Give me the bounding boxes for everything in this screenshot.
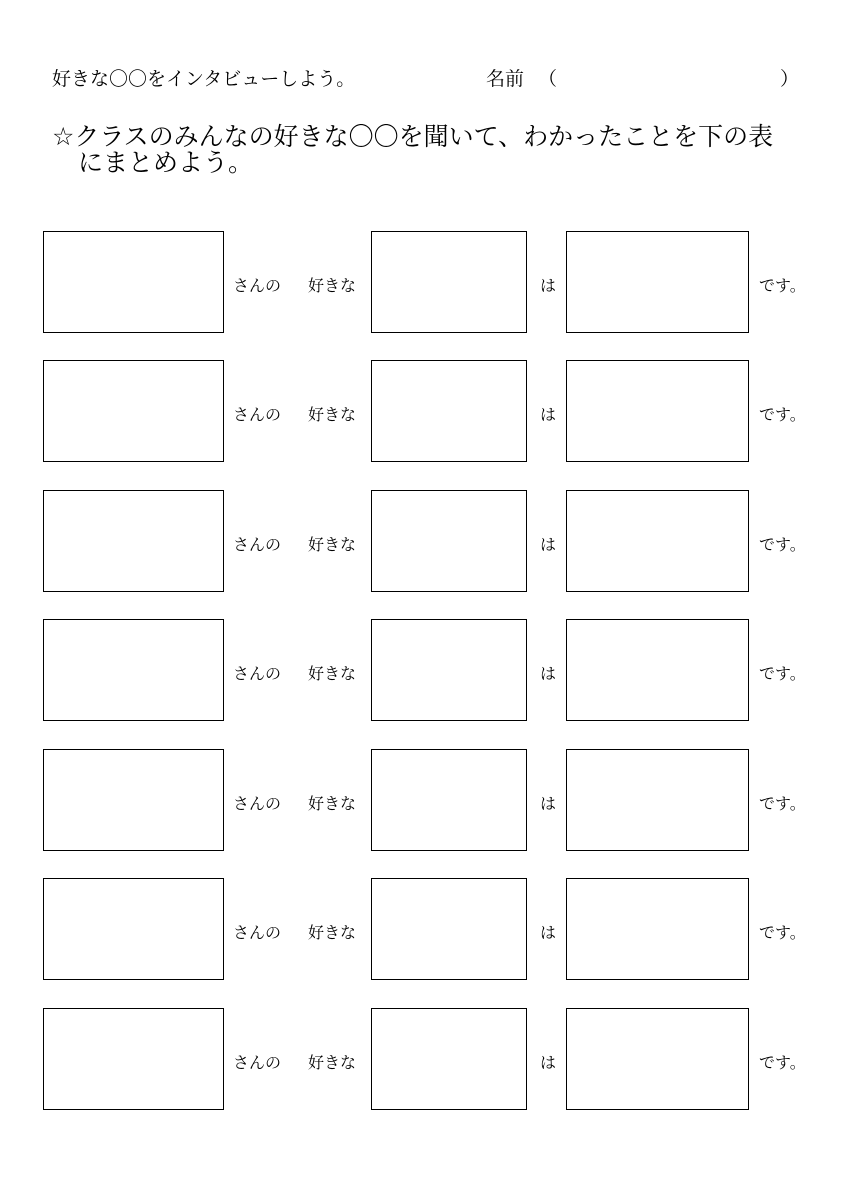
interview-row xyxy=(0,1008,849,1112)
category-box[interactable] xyxy=(371,749,527,851)
desu-label: です。 xyxy=(759,923,806,942)
category-box[interactable] xyxy=(371,490,527,592)
suki-na-label: 好きな xyxy=(308,535,357,554)
desu-label: です。 xyxy=(759,664,806,683)
interview-row xyxy=(0,231,849,335)
name-field[interactable] xyxy=(560,62,772,90)
interview-row xyxy=(0,360,849,464)
person-name-box[interactable] xyxy=(43,619,224,721)
answer-box[interactable] xyxy=(566,619,749,721)
person-name-box[interactable] xyxy=(43,1008,224,1110)
answer-box[interactable] xyxy=(566,231,749,333)
worksheet-title: 好きな〇〇をインタビューしよう。 xyxy=(52,68,356,90)
san-no-label: さんの xyxy=(233,276,282,295)
wa-label: は xyxy=(540,405,557,424)
desu-label: です。 xyxy=(759,405,806,424)
san-no-label: さんの xyxy=(233,923,282,942)
category-box[interactable] xyxy=(371,231,527,333)
answer-box[interactable] xyxy=(566,1008,749,1110)
san-no-label: さんの xyxy=(233,1053,282,1072)
suki-na-label: 好きな xyxy=(308,664,357,683)
name-close-paren: ） xyxy=(780,68,800,90)
instruction-line-2: にまとめよう。 xyxy=(78,148,254,177)
interview-row xyxy=(0,878,849,982)
wa-label: は xyxy=(540,794,557,813)
category-box[interactable] xyxy=(371,619,527,721)
san-no-label: さんの xyxy=(233,664,282,683)
desu-label: です。 xyxy=(759,1053,806,1072)
person-name-box[interactable] xyxy=(43,878,224,980)
wa-label: は xyxy=(540,923,557,942)
instruction-line-1: ☆クラスのみんなの好きな〇〇を聞いて、わかったことを下の表 xyxy=(52,122,774,151)
san-no-label: さんの xyxy=(233,535,282,554)
person-name-box[interactable] xyxy=(43,360,224,462)
answer-box[interactable] xyxy=(566,749,749,851)
instruction-text xyxy=(52,124,812,176)
answer-box[interactable] xyxy=(566,490,749,592)
san-no-label: さんの xyxy=(233,405,282,424)
person-name-box[interactable] xyxy=(43,231,224,333)
name-open-paren: （ xyxy=(538,68,558,90)
answer-box[interactable] xyxy=(566,360,749,462)
desu-label: です。 xyxy=(759,794,806,813)
wa-label: は xyxy=(540,664,557,683)
suki-na-label: 好きな xyxy=(308,276,357,295)
suki-na-label: 好きな xyxy=(308,405,357,424)
answer-box[interactable] xyxy=(566,878,749,980)
name-label: 名前 xyxy=(486,68,525,90)
desu-label: です。 xyxy=(759,535,806,554)
category-box[interactable] xyxy=(371,878,527,980)
person-name-box[interactable] xyxy=(43,490,224,592)
person-name-box[interactable] xyxy=(43,749,224,851)
san-no-label: さんの xyxy=(233,794,282,813)
wa-label: は xyxy=(540,535,557,554)
wa-label: は xyxy=(540,276,557,295)
category-box[interactable] xyxy=(371,1008,527,1110)
interview-row xyxy=(0,490,849,594)
category-box[interactable] xyxy=(371,360,527,462)
interview-row xyxy=(0,749,849,853)
interview-row xyxy=(0,619,849,723)
desu-label: です。 xyxy=(759,276,806,295)
suki-na-label: 好きな xyxy=(308,923,357,942)
wa-label: は xyxy=(540,1053,557,1072)
suki-na-label: 好きな xyxy=(308,794,357,813)
suki-na-label: 好きな xyxy=(308,1053,357,1072)
